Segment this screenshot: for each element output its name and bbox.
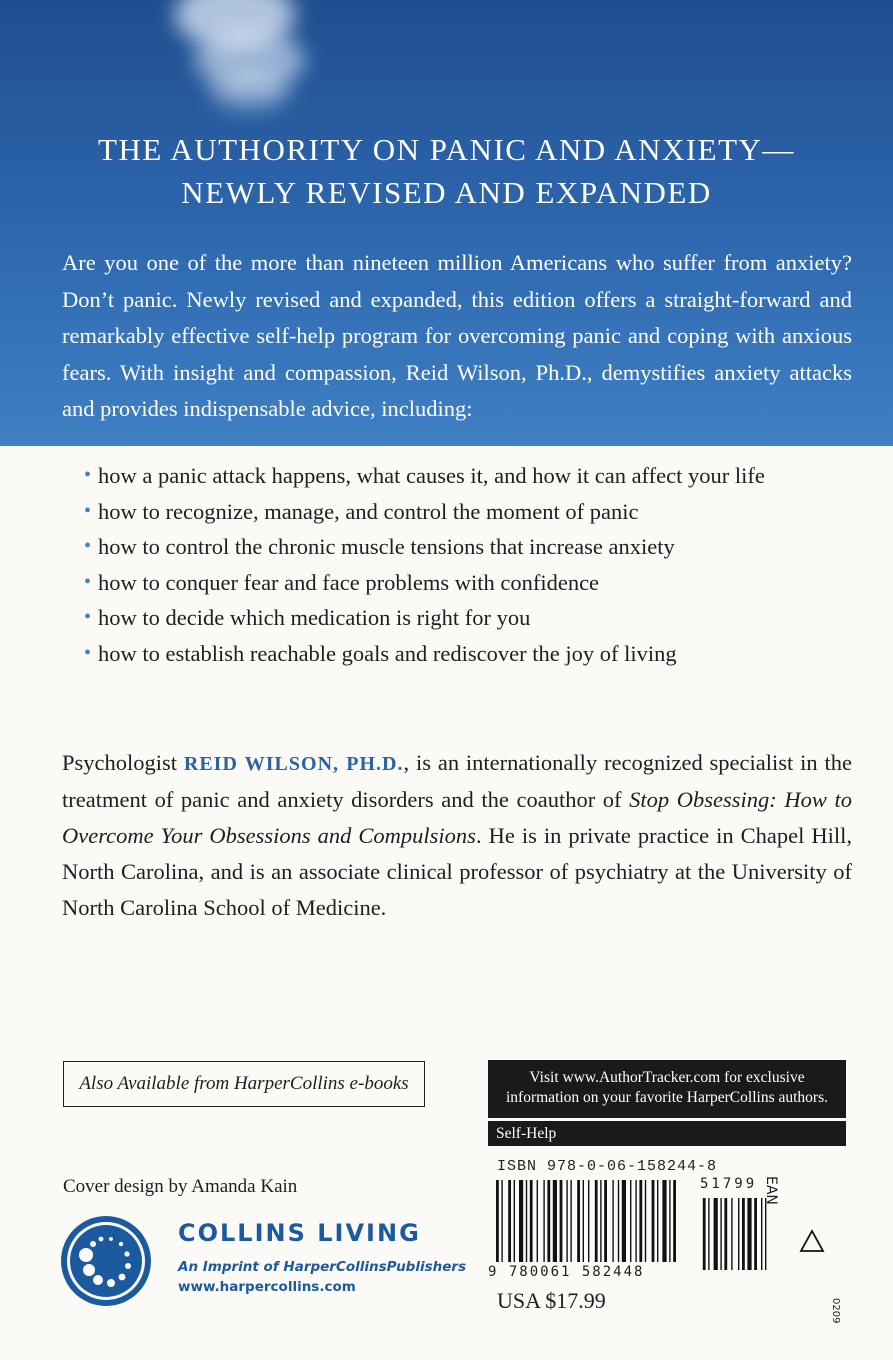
barcode-bar [657, 1180, 658, 1262]
barcode-bar [553, 1180, 557, 1262]
list-item: • how to recognize, manage, and control the moment of panic [86, 494, 765, 530]
publisher-url: www.harpercollins.com [178, 1279, 356, 1295]
barcode-bar [566, 1180, 567, 1262]
author-name: REID WILSON, PH.D. [183, 753, 404, 775]
ean-digits: 9 780061 582448 [488, 1264, 645, 1280]
bullet-icon: • [84, 464, 92, 486]
barcode-bar [530, 1180, 533, 1262]
book-title: Stop Obsessing: How to Overcome Your Obsessions and Compulsions [62, 787, 852, 848]
addon-bar [761, 1198, 762, 1270]
category-label: Self-Help [488, 1121, 846, 1146]
author-tracker-banner: Visit www.AuthorTracker.com for exclusive information on your favorite HarperCollins authors. [488, 1060, 846, 1118]
headline-line-1: THE AUTHORITY ON PANIC AND ANXIETY— [98, 132, 795, 167]
list-item: • how a panic attack happens, what causes it, and how it can affect your life [86, 458, 765, 494]
benefits-list [86, 458, 765, 671]
addon-digits: 51799 [700, 1176, 758, 1192]
author-bio: Psychologist REID WILSON, PH.D., is an internationally recognized specialist in the treatment of panic and anxiety disorders and the coauthor of Stop Obsessing: How to Overcome Your Obsessions and Compulsions. He is in private practice in Chapel Hill, North Carolina, and is an associate clinical professor of psychiatry at the University of North Carolina School of Medicine. [62, 750, 852, 920]
addon-bar [714, 1198, 718, 1270]
addon-bar [738, 1198, 739, 1270]
barcode-bar [635, 1180, 636, 1262]
triangle-icon [799, 1228, 825, 1254]
bullet-icon: • [84, 606, 92, 628]
barcode-bar [496, 1180, 499, 1262]
list-item: • how to decide which medication is right for you [86, 600, 765, 636]
barcode-bar [570, 1180, 571, 1262]
sky-background [0, 0, 893, 446]
addon-bar [731, 1198, 732, 1270]
barcode-bar [595, 1180, 598, 1262]
cloud [210, 70, 290, 110]
addon-bar [703, 1198, 706, 1270]
intro-paragraph: Are you one of the more than nineteen million Americans who suffer from anxiety? Don’t panic. Newly revised and expanded, this edition offers a straight-forward and remarkably effective self-help program for overcoming panic and coping with anxious fears. With insight and compassion, Reid Wilson, Ph.D., demystifies anxiety attacks and provides indispensable advice, including: [62, 250, 852, 421]
price: USA $17.99 [497, 1288, 606, 1313]
barcode-bar [560, 1180, 563, 1262]
bullet-icon: • [84, 535, 92, 557]
barcode-bar [514, 1180, 515, 1262]
barcode-bar [583, 1180, 584, 1262]
barcode-bar [630, 1180, 631, 1262]
addon-bar [724, 1198, 727, 1270]
barcode-bar [577, 1180, 580, 1262]
ean-label: EAN [763, 1176, 779, 1205]
barcode-bar [618, 1180, 619, 1262]
barcode-bar [526, 1180, 527, 1262]
print-code: 0209 [830, 1298, 841, 1324]
cover-credit: Cover design by Amanda Kain [63, 1176, 298, 1197]
barcode-bar [547, 1180, 550, 1262]
addon-bar [708, 1198, 709, 1270]
isbn-text: ISBN 978-0-06-158244-8 [497, 1158, 718, 1175]
barcode-bar [543, 1180, 544, 1262]
bullet-icon: • [84, 570, 92, 593]
publisher-brand: COLLINS LIVING [178, 1219, 421, 1247]
barcode-bar [537, 1180, 538, 1262]
addon-bar [765, 1198, 766, 1270]
addon-bar [720, 1198, 721, 1270]
list-item: • how to establish reachable goals and rediscover the joy of living [86, 636, 765, 672]
list-item: • how to conquer fear and face problems with confidence [86, 565, 765, 601]
barcode-bar [519, 1180, 523, 1262]
list-item: • how to control the chronic muscle tensions that increase anxiety [86, 529, 765, 565]
barcode-bar [600, 1180, 601, 1262]
barcode-bar [501, 1180, 502, 1262]
barcode-bar [622, 1180, 626, 1262]
bullet-icon: • [84, 641, 92, 664]
collins-logo-icon [60, 1215, 152, 1307]
headline-line-2: NEWLY REVISED AND EXPANDED [181, 175, 712, 210]
barcode-bar [508, 1180, 511, 1262]
publisher-logo [60, 1215, 470, 1305]
barcode-bar [639, 1180, 642, 1262]
barcode-bar [645, 1180, 646, 1262]
barcode-bar [662, 1180, 666, 1262]
barcode-bar [673, 1180, 676, 1262]
addon-bar [754, 1198, 757, 1270]
barcode-bar [669, 1180, 670, 1262]
addon-bar [742, 1198, 745, 1270]
also-available-box: Also Available from HarperCollins e-books [63, 1061, 425, 1107]
headline [0, 128, 893, 214]
addon-bar [747, 1198, 751, 1270]
barcode-bar [604, 1180, 607, 1262]
barcode-bar [652, 1180, 655, 1262]
publisher-imprint: An Imprint of HarperCollinsPublishers [178, 1259, 467, 1275]
barcode-bar [588, 1180, 589, 1262]
bullet-icon: • [84, 499, 92, 522]
barcode-bar [612, 1180, 613, 1262]
